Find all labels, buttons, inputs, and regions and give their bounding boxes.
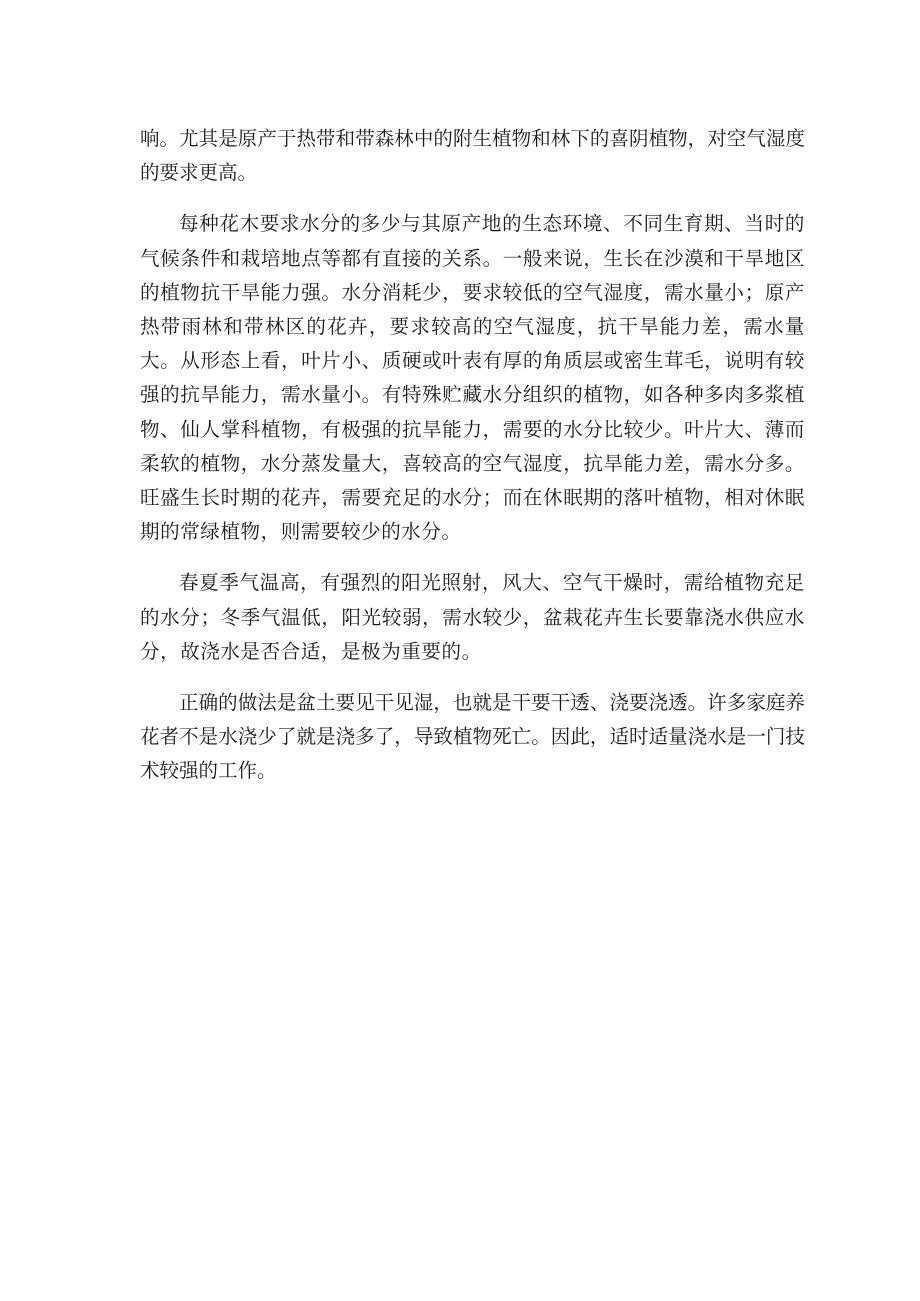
paragraph-seasonal-watering: 春夏季气温高，有强烈的阳光照射，风大、空气干燥时，需给植物充足的水分；冬季气温低，阳光较弱，需水较少，盆栽花卉生长要靠浇水供应水分，故浇水是否合适，是极为重要的。 — [140, 571, 805, 663]
paragraph-water-requirements: 每种花木要求水分的多少与其原产地的生态环境、不同生育期、当时的气候条件和栽培地点等都有直接的关系。一般来说，生长在沙漠和干旱地区的植物抗干旱能力强。水分消耗少，要求较低的空气湿度，需水量小；原产热带雨林和带林区的花卉，要求较高的空气湿度，抗干旱能力差，需水量大。从形态上看，叶片小、质硬或叶表有厚的角质层或密生茸毛，说明有较强的抗旱能力，需水量小。有特殊贮藏水分组织的植物，如各种多肉多浆植物、仙人掌科植物，有极强的抗旱能力，需要的水分比较少。叶片大、薄而柔软的植物，水分蒸发量大，喜较高的空气湿度，抗旱能力差，需水分多。旺盛生长时期的花卉，需要充足的水分；而在休眠期的落叶植物，相对休眠期的常绿植物，则需要较少的水分。 — [140, 212, 805, 544]
paragraph-continuation: 响。尤其是原产于热带和带森林中的附生植物和林下的喜阴植物，对空气湿度的要求更高。 — [140, 127, 805, 185]
paragraph-correct-method: 正确的做法是盆土要见干见湿，也就是干要干透、浇要浇透。许多家庭养花者不是水浇少了就是浇多了，导致植物死亡。因此，适时适量浇水是一门技术较强的工作。 — [140, 691, 805, 783]
document-body — [140, 122, 805, 806]
